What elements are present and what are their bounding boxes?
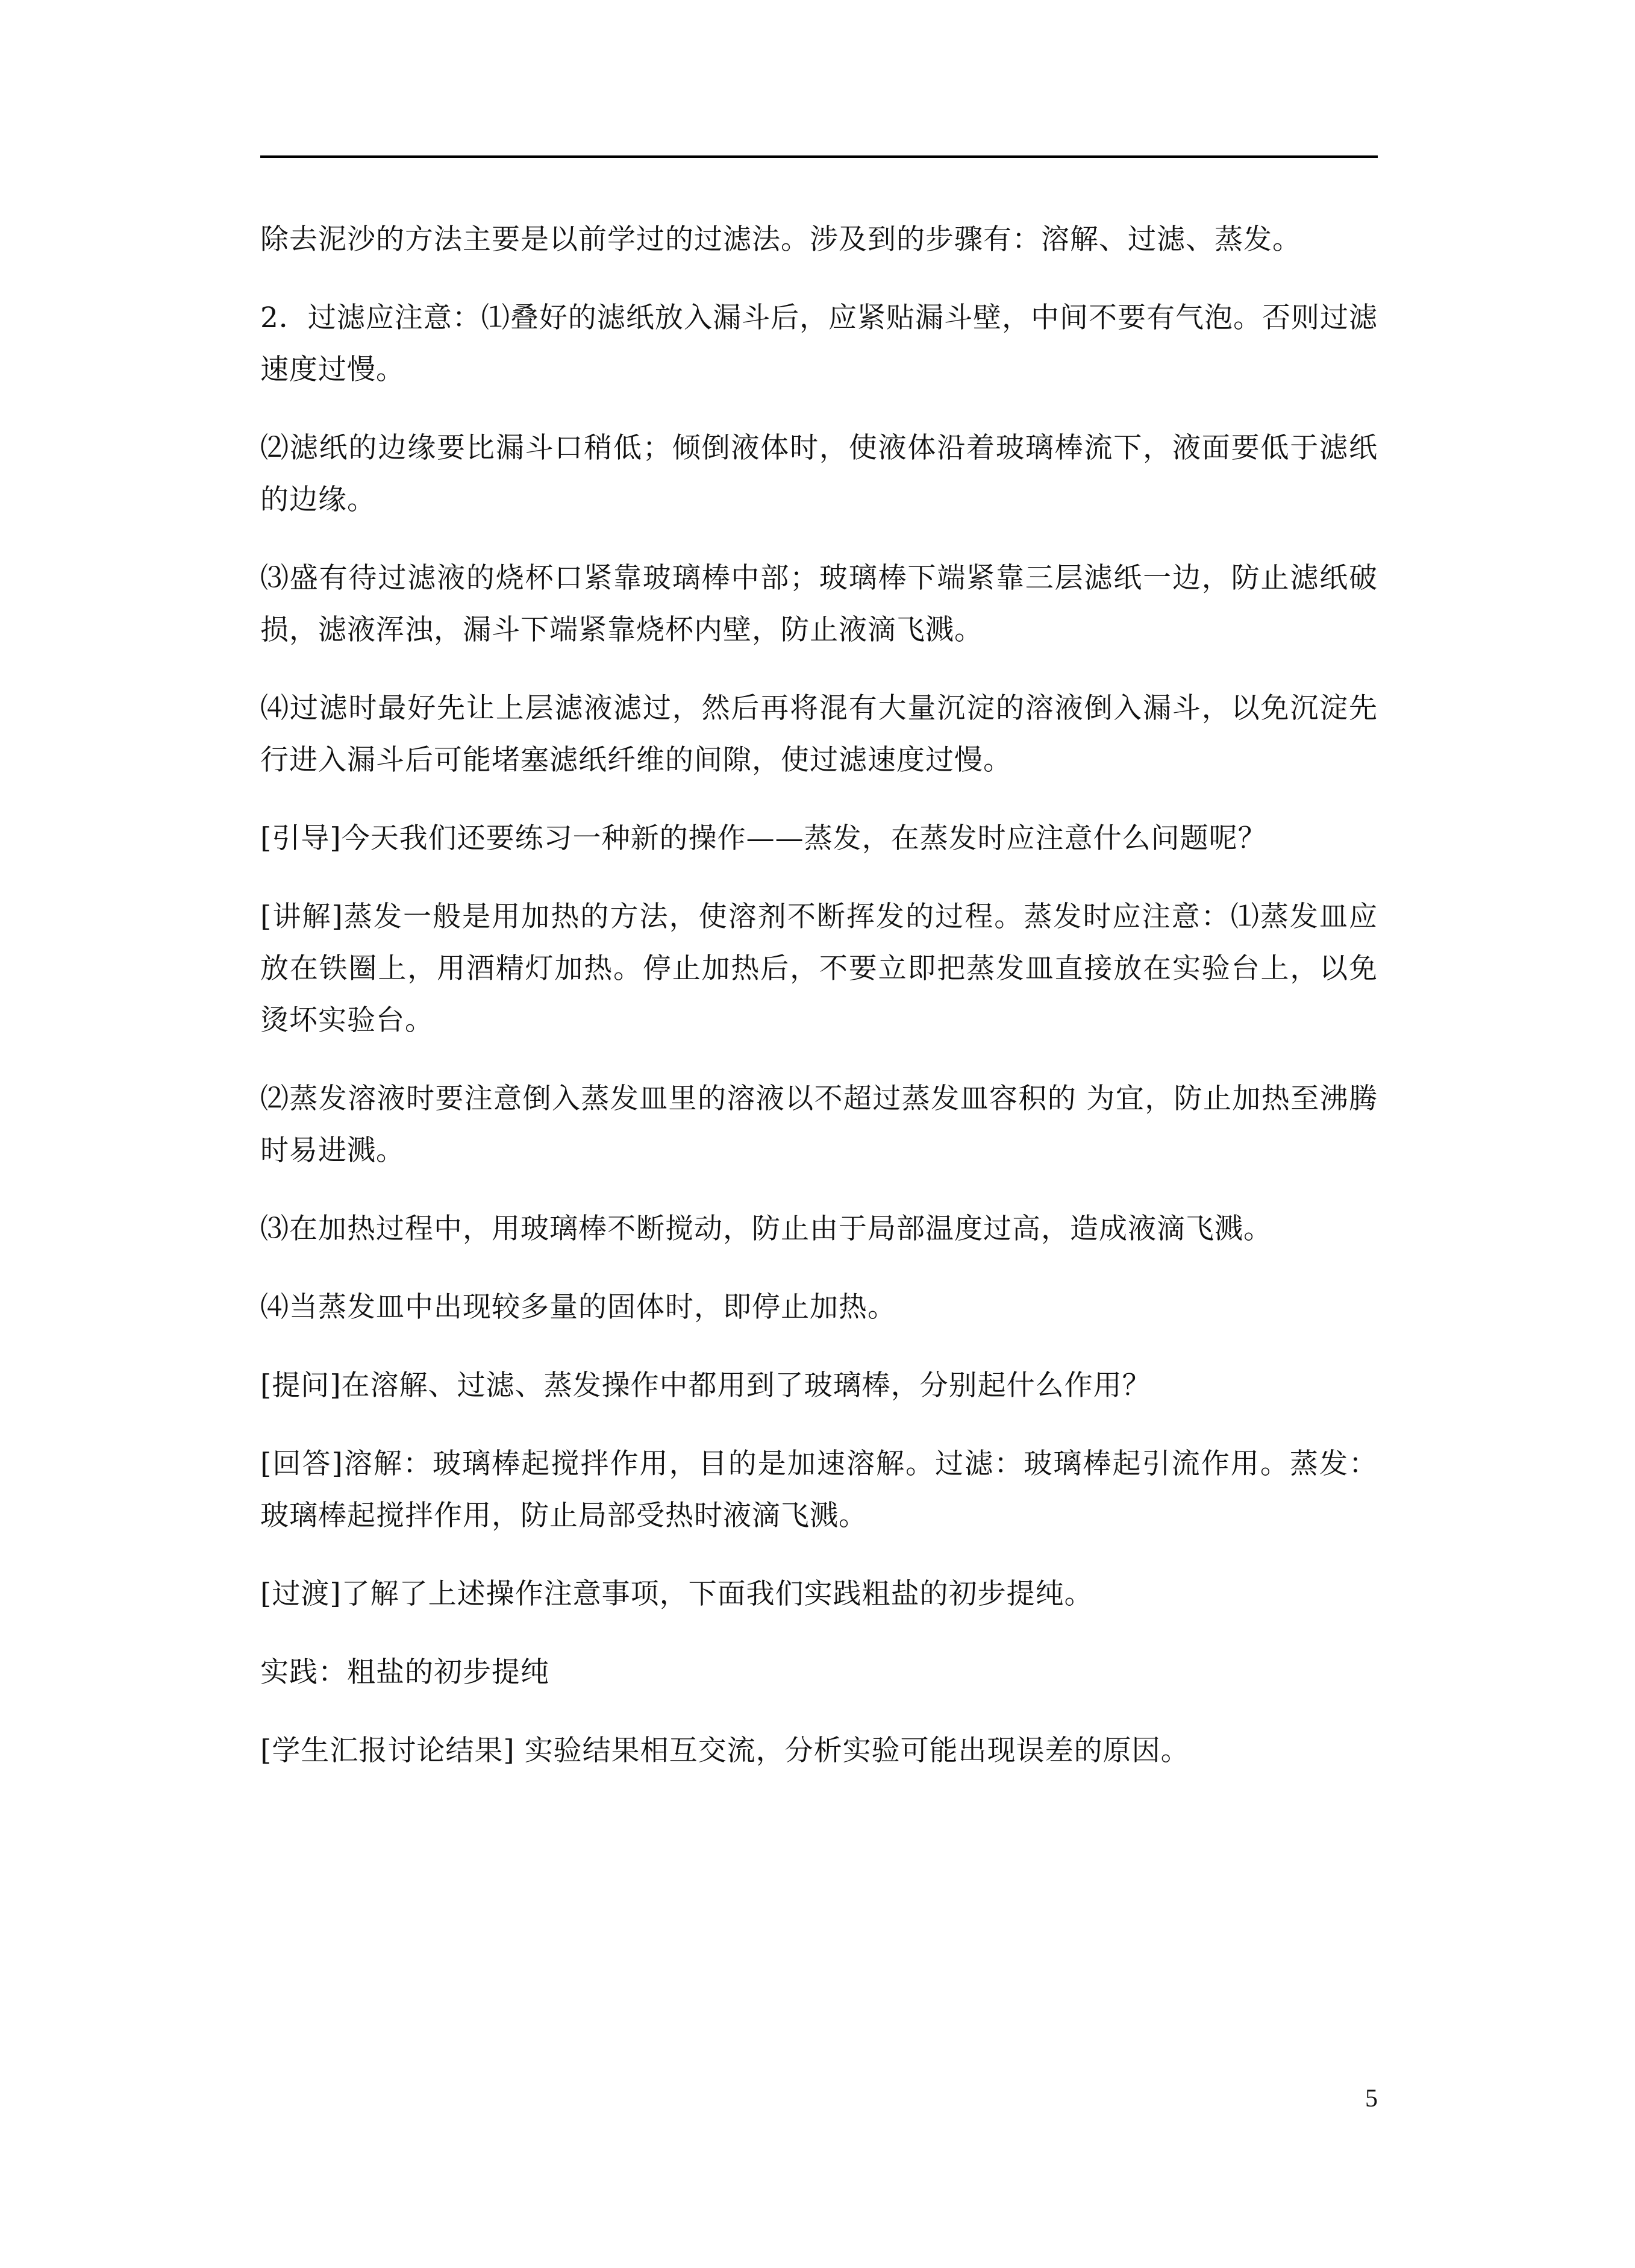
paragraph-6: [引导]今天我们还要练习一种新的操作——蒸发，在蒸发时应注意什么问题呢？ [260,822,1267,855]
paragraph-10: ⑷当蒸发皿中出现较多量的固体时，即停止加热。 [260,1291,896,1324]
paragraph-2: 2．过滤应注意：⑴叠好的滤纸放入漏斗后，应紧贴漏斗壁，中间不要有气泡。否则过滤速度过慢。 [260,301,1378,386]
document-body [260,214,1378,1803]
paragraph-11: [提问]在溶解、过滤、蒸发操作中都用到了玻璃棒，分别起什么作用？ [260,1369,1151,1402]
paragraph-12: [回答]溶解：玻璃棒起搅拌作用，目的是加速溶解。过滤：玻璃棒起引流作用。蒸发：玻璃棒起搅拌作用，防止局部受热时液滴飞溅。 [260,1447,1378,1532]
page-number: 5 [1365,2085,1378,2113]
paragraph-15: [学生汇报讨论结果] 实验结果相互交流，分析实验可能出现误差的原因。 [260,1734,1190,1767]
paragraph-1: 除去泥沙的方法主要是以前学过的过滤法。涉及到的步骤有：溶解、过滤、蒸发。 [260,223,1301,256]
paragraph-8: ⑵蒸发溶液时要注意倒入蒸发皿里的溶液以不超过蒸发皿容积的 为宜，防止加热至沸腾时易进溅。 [260,1082,1378,1167]
paragraph-3: ⑵滤纸的边缘要比漏斗口稍低；倾倒液体时，使液体沿着玻璃棒流下，液面要低于滤纸的边缘。 [260,431,1378,516]
paragraph-9: ⑶在加热过程中，用玻璃棒不断搅动，防止由于局部温度过高，造成液滴飞溅。 [260,1212,1272,1245]
paragraph-14: 实践：粗盐的初步提纯 [260,1656,549,1689]
paragraph-13: [过渡]了解了上述操作注意事项，下面我们实践粗盐的初步提纯。 [260,1577,1093,1611]
header-rule [260,155,1378,158]
paragraph-5: ⑷过滤时最好先让上层滤液滤过，然后再将混有大量沉淀的溶液倒入漏斗，以免沉淀先行进入漏斗后可能堵塞滤纸纤维的间隙，使过滤速度过慢。 [260,692,1378,777]
paragraph-4: ⑶盛有待过滤液的烧杯口紧靠玻璃棒中部；玻璃棒下端紧靠三层滤纸一边，防止滤纸破损，滤液浑浊，漏斗下端紧靠烧杯内壁，防止液滴飞溅。 [260,562,1378,647]
paragraph-7: [讲解]蒸发一般是用加热的方法，使溶剂不断挥发的过程。蒸发时应注意：⑴蒸发皿应放在铁圈上，用酒精灯加热。停止加热后，不要立即把蒸发皿直接放在实验台上，以免烫坏实验台。 [260,900,1378,1037]
